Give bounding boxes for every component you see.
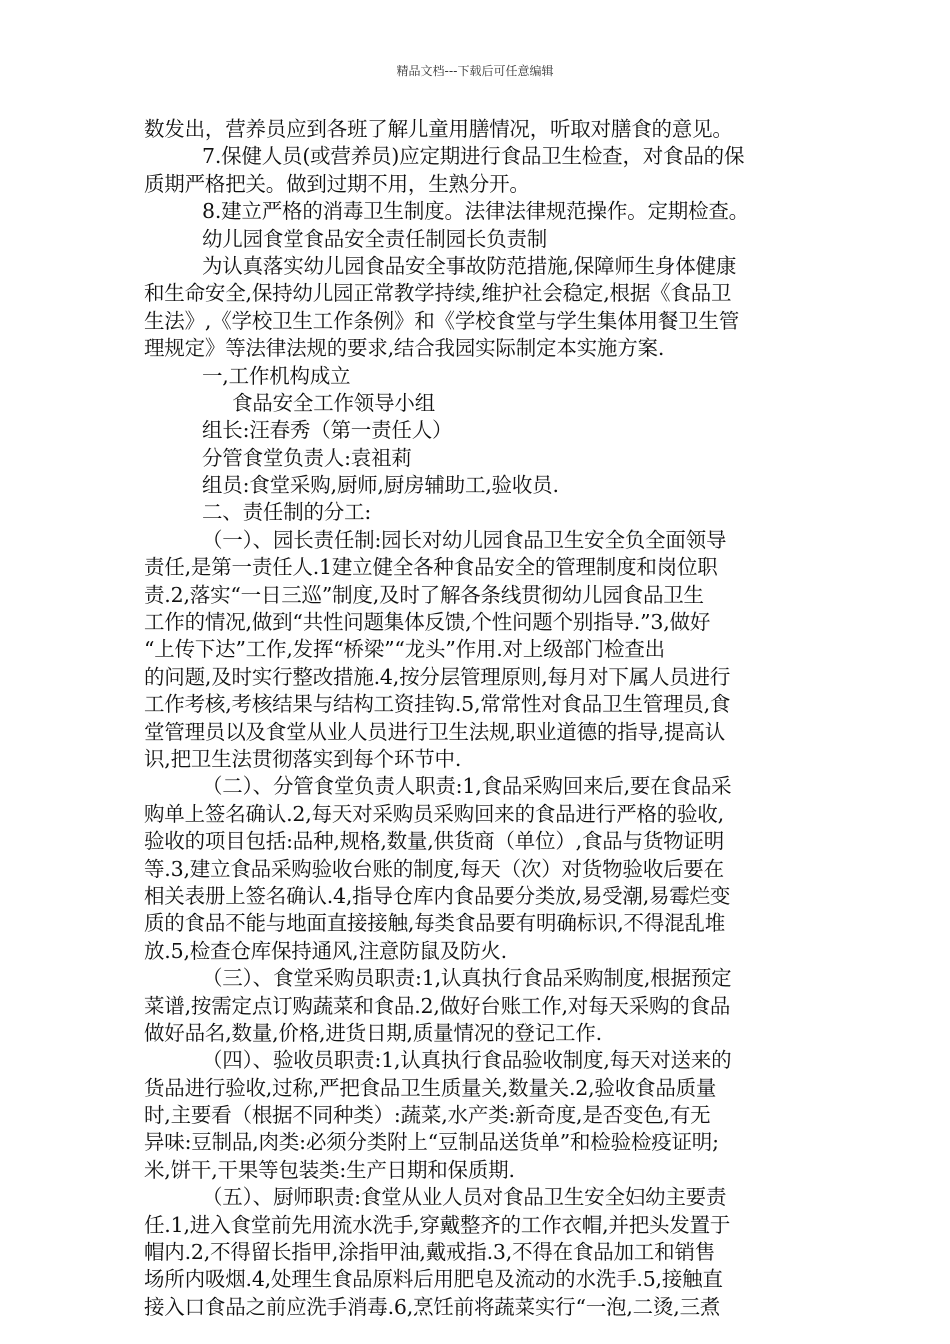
document-body <box>144 116 820 1321</box>
text-line: （三）、食堂采购员职责:1,认真执行食品采购制度,根据预定 <box>202 966 732 991</box>
text-line: 质期严格把关。做到过期不用，生熟分开。 <box>144 171 530 196</box>
text-line: 识,把卫生法贯彻落实到每个环节中. <box>144 746 462 771</box>
text-line: 放.5,检查仓库保持通风,注意防鼠及防火. <box>144 938 507 963</box>
text-line: 分管食堂负责人:袁祖莉 <box>202 445 412 470</box>
text-line: 做好品名,数量,价格,进货日期,质量情况的登记工作. <box>144 1020 602 1045</box>
text-line: 米,饼干,干果等包装类:生产日期和保质期. <box>144 1157 515 1182</box>
text-line: 幼儿园食堂食品安全责任制园长负责制 <box>202 226 548 251</box>
text-line: （一）、园长责任制:园长对幼儿园食品卫生安全负全面领导 <box>202 527 727 552</box>
text-line: 时,主要看（根据不同种类）:蔬菜,水产类:新奇度,是否变色,有无 <box>144 1103 711 1128</box>
text-line: 二、责任制的分工: <box>202 500 372 525</box>
text-line: 相关表册上签名确认.4,指导仓库内食品要分类放,易受潮,易霉烂变 <box>144 883 731 908</box>
text-line: 一,工作机构成立 <box>202 363 351 388</box>
text-line: 工作的情况,做到“共性问题集体反馈,个性问题个别指导.”3,做好 <box>144 610 711 635</box>
text-line: 生法》,《学校卫生工作条例》和《学校食堂与学生集体用餐卫生管 <box>144 308 740 333</box>
text-line: 责任,是第一责任人.1建立健全各种食品安全的管理制度和岗位职 <box>144 555 718 580</box>
text-line: “上传下达”工作,发挥“桥梁”“龙头”作用.对上级部门检查出 <box>144 637 665 662</box>
text-line: 接入口食品之前应洗手消毒.6,烹饪前将蔬菜实行“一泡,二烫,三煮 <box>144 1294 721 1319</box>
text-line: 工作考核,考核结果与结构工资挂钩.5,常常性对食品卫生管理员,食 <box>144 692 731 717</box>
text-line: 异味:豆制品,肉类:必须分类附上“豆制品送货单”和检验检疫证明; <box>144 1130 719 1155</box>
text-line: 理规定》等法律法规的要求,结合我园实际制定本实施方案. <box>144 336 665 361</box>
text-line: 场所内吸烟.4,处理生食品原料后用肥皂及流动的水洗手.5,接触直 <box>144 1267 723 1292</box>
text-line: 责.2,落实“一日三巡”制度,及时了解各条线贯彻幼儿园食品卫生 <box>144 582 704 607</box>
text-line: 8.建立严格的消毒卫生制度。法律法律规范操作。定期检查。 <box>202 199 749 224</box>
text-line: 7.保健人员(或营养员)应定期进行食品卫生检查，对食品的保 <box>202 144 745 169</box>
text-line: （二）、分管食堂负责人职责:1,食品采购回来后,要在食品采 <box>202 774 732 799</box>
page-header: 精品文档---下载后可任意编辑 <box>396 64 554 78</box>
text-line: 堂管理员以及食堂从业人员进行卫生法规,职业道德的指导,提高认 <box>144 719 726 744</box>
text-line: 验收的项目包括:品种,规格,数量,供货商（单位）,食品与货物证明 <box>144 829 725 854</box>
text-line: 为认真落实幼儿园食品安全事故防范措施,保障师生身体健康 <box>202 253 737 278</box>
text-line: 数发出，营养员应到各班了解儿童用膳情况，听取对膳食的意见。 <box>144 117 733 141</box>
text-line: 的问题,及时实行整改措施.4,按分层管理原则,每月对下属人员进行 <box>144 664 731 689</box>
text-line: 组长:汪春秀（第一责任人） <box>202 418 453 443</box>
text-line: 组员:食堂采购,厨师,厨房辅助工,验收员. <box>202 473 559 498</box>
text-line: 购单上签名确认.2,每天对采购员采购回来的食品进行严格的验收, <box>144 801 724 826</box>
text-line: 菜谱,按需定点订购蔬菜和食品.2,做好台账工作,对每天采购的食品 <box>144 993 731 1018</box>
text-line: 帽内.2,不得留长指甲,涂指甲油,戴戒指.3,不得在食品加工和销售 <box>144 1240 716 1265</box>
text-line: 质的食品不能与地面直接接触,每类食品要有明确标识,不得混乱堆 <box>144 911 726 936</box>
text-line: （四）、验收员职责:1,认真执行食品验收制度,每天对送来的 <box>202 1048 732 1073</box>
text-line: 货品进行验收,过称,严把食品卫生质量关,数量关.2,验收食品质量 <box>144 1075 717 1100</box>
text-line: （五）、厨师职责:食堂从业人员对食品卫生安全妇幼主要责 <box>202 1185 727 1210</box>
text-line: 等.3,建立食品采购验收台账的制度,每天（次）对货物验收后要在 <box>144 856 724 881</box>
text-line: 和生命安全,保持幼儿园正常教学持续,维护社会稳定,根据《食品卫 <box>144 281 732 306</box>
text-line: 食品安全工作领导小组 <box>232 390 435 415</box>
text-line: 任.1,进入食堂前先用流水洗手,穿戴整齐的工作衣帽,并把头发置于 <box>144 1212 731 1237</box>
